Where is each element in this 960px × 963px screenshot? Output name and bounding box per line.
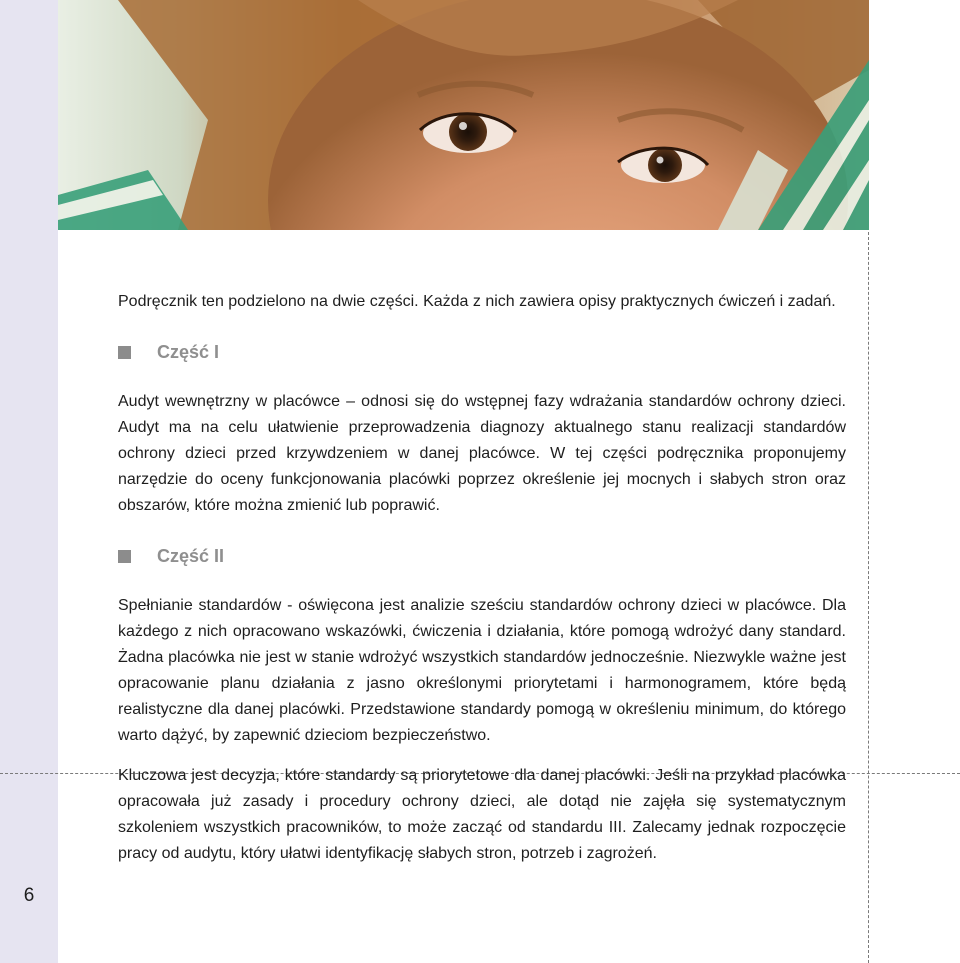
child-eyes-photo — [58, 0, 869, 230]
section-heading-1 — [118, 339, 846, 365]
cut-line-vertical — [868, 232, 869, 963]
section-heading-2 — [118, 543, 846, 569]
sidebar-strip — [0, 0, 58, 963]
main-content — [118, 289, 846, 867]
section-paragraph: Audyt wewnętrzny w placówce – odnosi się do wstępnej fazy wdrażania standardów ochrony dzieci. Audyt ma na celu ułatwienie przeprowadzenia diagnozy aktualnego stanu realizacji standardów ochrony dzieci przed krzywdzeniem w danej placówce. W tej części podręcznika proponujemy narzędzie do oceny funkcjonowania placówki poprzez określenie jej mocnych i słabych stron oraz obszarów, które można zmienić lub poprawić. — [118, 393, 846, 514]
section-title: Część II — [157, 546, 225, 566]
bullet-square-icon — [118, 550, 131, 563]
bullet-square-icon — [118, 346, 131, 359]
section-title: Część I — [157, 342, 220, 362]
intro-paragraph: Podręcznik ten podzielono na dwie części. Każda z nich zawiera opisy praktycznych ćwiczeń i zadań. — [118, 293, 836, 310]
section-paragraph: Spełnianie standardów - oświęcona jest analizie sześciu standardów ochrony dzieci w placówce. Dla każdego z nich opracowano wskazówki, ćwiczenia i działania, które pomogą wdrożyć dany standard. Żadna placówka nie jest w stanie wdrożyć wszystkich standardów jednocześnie. Niezwykle ważne jest opracowanie planu działania z jasno określonymi priorytetami i harmonogramem, które będą realistyczne dla danej placówki. Przedstawione standardy pomogą w określeniu minimum, do którego warto dążyć, by zapewnić dzieciom bezpieczeństwo. — [118, 597, 846, 744]
closing-paragraph: Kluczowa jest decyzja, które standardy są priorytetowe dla danej placówki. Jeśli na przykład placówka opracowała już zasady i procedury ochrony dzieci, ale dotąd nie zajęła się systematycznym szkoleniem wszystkich pracowników, to może zacząć od standardu III. Zalecamy jednak rozpoczęcie pracy od audytu, który ułatwi identyfikację słabych stron, potrzeb i zagrożeń. — [118, 767, 846, 862]
header-photo — [58, 0, 869, 230]
page-number: 6 — [23, 885, 35, 906]
